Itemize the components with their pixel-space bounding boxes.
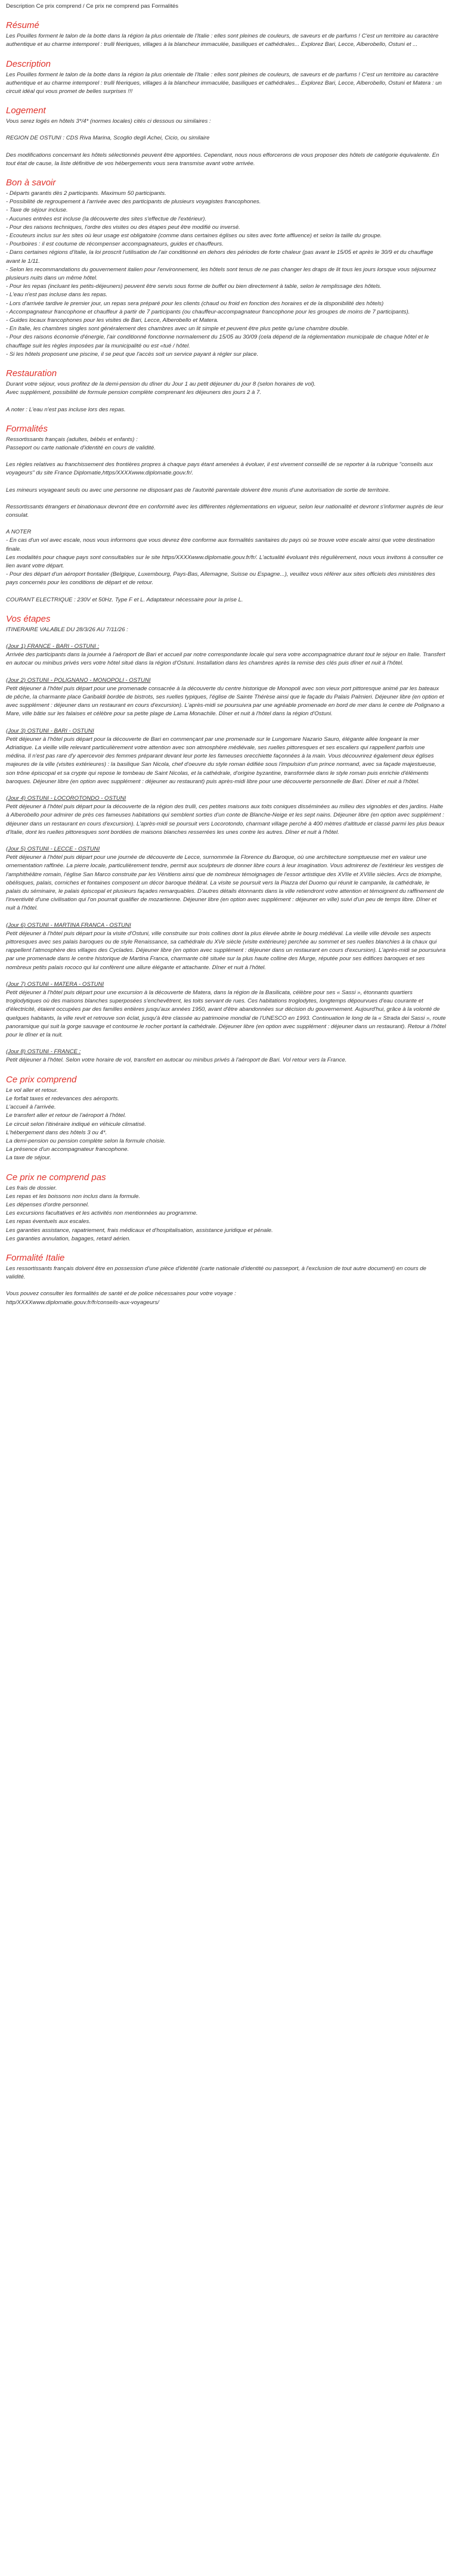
section-bon-a-savoir	[6, 178, 446, 359]
paragraph: - Guides locaux francophones pour les visites de Bari, Lecce, Alberobello et Matera.	[6, 317, 219, 324]
paragraph-gap	[6, 520, 446, 528]
itinerary-day-text: Petit déjeuner à l'hôtel puis départ pour une promenade consacrée à la découverte du centre historique de Monopoli avec son vieux port pittoresque animé par les bateaux de pêche, la charmante place Garibaldi bordée de bistrots, ses ruelles typiques, l'église de Sainte Thérèse ainsi que le façade du Palais Palmieri. Déjeuner libre (en option et avec supplément : déjeuner dans un restaurant en cours d'excursion). L'après-midi se poursuivra par une agréable promenade en bord de mer dans le centre de Polignano a Mare, ville bâtie sur les falaises et célèbre pour sa petite plage de Lama Monachile. Dîner et nuit à l'hôtel dans la région d'Ostuni.	[6, 685, 445, 718]
itinerary-day-title: (Jour 8) OSTUNI - FRANCE :	[6, 1048, 81, 1056]
paragraph: - Dans certaines régions d'Italie, la loi proscrit l'utilisation de l'air conditionné en dehors des périodes de forte chaleur (pas avant le 15/05 et après le 30/9 et du chauffage avant le 1/11.	[6, 249, 434, 265]
itinerary-day-title: (Jour 3) OSTUNI - BARI - OSTUNI	[6, 727, 94, 734]
paragraph: - Pour les repas (incluant les petits-déjeuners) peuvent être servis sous forme de buffet ou bien directement à table, selon le remplissage des hôtels.	[6, 283, 382, 290]
paragraph: - Aucunes entrées est incluse (la découverte des sites s'effectue de l'extérieur).	[6, 215, 207, 222]
paragraph: Les repas éventuels aux escales.	[6, 1218, 91, 1225]
section-heading-bon-a-savoir: Bon à savoir	[6, 178, 56, 188]
ce-prix-comprend-body	[6, 1087, 446, 1163]
formalite-italie-body	[6, 1265, 446, 1307]
paragraph[interactable]: Les règles relatives au franchissement des frontières propres à chaque pays étant amenées à évoluer, il est vivement conseillé de se reporter à la rubrique "conseils aux voyageurs" du site France Diplomatie,https/XXXXwww.diplomatie.gouv.fr/.	[6, 461, 433, 477]
itinerary-day-title: (Jour 2) OSTUNI - POLIGNANO - MONOPOLI - OSTUNI	[6, 676, 151, 684]
paragraph: Les excursions facultatives et les activités non mentionnées au programme.	[6, 1210, 198, 1217]
paragraph: Les repas et les boissons non inclus dans la formule.	[6, 1193, 141, 1200]
itinerary-day	[6, 643, 446, 668]
paragraph: Passeport ou carte nationale d'identité en cours de validité.	[6, 444, 156, 451]
paragraph: - Pour des départ d'un aéroport frontalier (Belgique, Luxembourg, Pays-Bas, Allemagne, Suisse ou Espagne...), veuillez vous référer aux sites officiels des ministères des pays concernés pour les conditions de départ et de retour.	[6, 571, 435, 586]
paragraph-gap	[6, 143, 446, 151]
section-heading-description: Description	[6, 58, 51, 69]
paragraph: L'accueil à l'arrivée.	[6, 1104, 56, 1111]
paragraph: - En Italie, les chambres singles sont généralement des chambres avec un lit simple et peuvent être plus petite qu'une chambre double.	[6, 325, 349, 333]
itinerary-day-title: (Jour 7) OSTUNI - MATERA - OSTUNI	[6, 980, 104, 988]
itinerary-day-title: (Jour 1) FRANCE - BARI - OSTUNI :	[6, 643, 100, 650]
paragraph: Des modifications concernant les hôtels sélectionnés peuvent être apportées. Cependant, nous nous efforcerons de vous proposer des hôtels de catégorie équivalente. En tout état de cause, la liste définitive de vos hébergements vous sera transmise avant votre arrivée.	[6, 151, 439, 167]
itinerary-day-text: Petit déjeuner à l'hôtel puis départ pour la découverte de Bari en commençant par une promenade sur le Lungomare Nazario Sauro, élégante allée longeant la mer Adriatique. La vieille ville relevant particulièrement votre attention avec son atmosphère médiévale, ses ruelles pittoresques et ses escaliers qui rappellent parfois une médina. Il n'est pas rare d'y apercevoir des femmes préparant devant leur porte les fameuses orecchiette façonnées à la main. Vous découvrirez également deux églises majeures de la ville (visites extérieures) : la basilique San Nicola, chef d'oeuvre du style roman édifiée sous l'impulsion d'un prince normand, avec sa façade majestueuse, son trône épiscopal et sa crypte qui repose le tombeau de Saint Nicolas, et la cathédrale, d'origine byzantine, transformée dans le style roman puis enrichie d'éléments baroques. Déjeuner libre (en option avec supplément : déjeuner au restaurant) puis après-midi libre pour une découverte personnelle de Bari. Dîner et nuit à l'hôtel.	[6, 735, 436, 785]
itinerary-day-text: Petit déjeuner à l'hôtel puis départ pour une journée de découverte de Lecce, surnommée la Florence du Baroque, où une architecture somptueuse met en valeur une ornementation raffinée. La pierre locale, particulièrement tendre, permit aux sculpteurs de donner libre cours à leur imagination. Vous admirerez de l'extérieur les vestiges de l'amphithéâtre romain, l'église San Marco construite par les Vénitiens ainsi que de nombreux témoignages de l'essor artistique des XVIIe et XVIIIe siècles. Arcs de triomphe, obélisques, palais, corniches et fontaines composent un décor baroque théâtral. La visite se poursuit vers la Piazza del Duomo qui réunit le campanile, la cathédrale, le palais du séminaire, le palais épiscopal et plusieurs façades remarquables. D'autres détails étonnants dans la ville retiendront votre attention et témoignent du raffinement de l'inventivité d'une civilisation qui l'on pourrait qualifier de mozartienne. Déjeuner libre (en option avec supplément : déjeuner en ville) suivi d'un peu de temps libre. Dîner et nuit à l'hôtel.	[6, 854, 444, 912]
itinerary-day-text: Arrivée des participants dans la journée à l'aéroport de Bari et accueil par notre correspondante locale qui sera votre accompagnatrice durant tout le séjour en Italie. Transfert en autocar ou minibus privés vers votre hôtel situé dans la région d'Ostuni. Installation dans les chambres après la remise des clés puis dîner et nuit à l'hôtel.	[6, 651, 445, 667]
paragraph: - Ecouteurs inclus sur les sites où leur usage est obligatoire (comme dans certaines églises ou sites avec forte affluence) et selon la taille du groupe.	[6, 232, 382, 240]
itinerary-day	[6, 921, 446, 972]
paragraph-gap	[6, 1281, 446, 1290]
itinerary-day-text: Petit déjeuner à l'hôtel puis départ pour la découverte de la région des trulli, ces petites maisons aux toits coniques disséminées au milieu des vignobles et des jardins. Halte à Alberobello pour admirer de près ces fameuses habitations qui semblent sorties d'un conte de Blanche-Neige et les sept nains. Déjeuner libre (en option avec supplément : déjeuner dans un restaurant en cours d'excursion). L'après-midi se poursuit vers Locorotondo, charmant village perché à 400 mètres d'altitude et classé parmi les plus beaux d'Italie, dont les ruelles pittoresques sont bordées de maisons blanches resserrées les unes contre les autres. Dîner et nuit à l'hôtel.	[6, 803, 445, 836]
paragraph: Avec supplément, possibilité de formule pension complète comprenant les déjeuners des jours 2 à 7.	[6, 389, 262, 396]
itinerary-day-text: Petit déjeuner à l'hôtel puis départ pour la visite d'Ostuni, ville construite sur trois collines dont la plus élevée abrite le bourg médiéval. La vieille ville dévoile ses aspects pittoresques avec ses palais baroques ou de style Renaissance, sa cathédrale du XVe siècle (visite extérieure) perchée au sommet et ses ruelles blanchies à la chaux qui rappellent l'atmosphère des villages des Cyclades. Déjeuner libre (en option avec supplément : déjeuner dans un restaurant en cours d'excursion). L'après-midi se poursuivra par une promenade dans le centre historique de Martina Franca, charmante cité située sur la plus haute colline des Murge, réputée pour ses édifices baroques et ses nombreux petits palais rococo qui lui confèrent une allure élégante et attachante. Dîner et nuit à l'hôtel.	[6, 930, 446, 971]
itinerary-day	[6, 1048, 446, 1064]
paragraph: - En cas d'un vol avec escale, nous vous informons que vous devrez être conforme aux formalités sanitaires du pays où se trouve votre escale ainsi que votre destination finale.	[6, 537, 435, 553]
section-heading-restauration: Restauration	[6, 368, 57, 379]
section-heading-ce-prix-comprend: Ce prix comprend	[6, 1074, 77, 1085]
breadcrumb-links[interactable]: Description Ce prix comprend / Ce prix ne comprend pas Formalités	[6, 3, 178, 10]
paragraph-gap	[6, 452, 446, 461]
section-heading-logement: Logement	[6, 105, 46, 116]
section-heading-formalite-italie: Formalité Italie	[6, 1252, 65, 1263]
itinerary-day	[6, 845, 446, 913]
paragraph: Vous serez logés en hôtels 3*/4* (normes locales) cités ci dessous ou similaires :	[6, 118, 211, 125]
paragraph: La présence d'un accompagnateur francophone.	[6, 1146, 129, 1153]
paragraph: Vous pouvez consulter les formalités de santé et de police nécessaires pour votre voyage :	[6, 1290, 236, 1298]
paragraph: - L'eau n'est pas incluse dans les repas.	[6, 291, 108, 299]
paragraph[interactable]: http/XXXXwww.diplomatie.gouv.fr/fr/conseils-aux-voyageurs/	[6, 1299, 159, 1306]
paragraph-gap	[6, 398, 446, 406]
ce-prix-ne-comprend-pas-body	[6, 1184, 446, 1243]
logement-body	[6, 117, 446, 168]
section-heading-ce-prix-ne-comprend-pas: Ce prix ne comprend pas	[6, 1172, 106, 1183]
paragraph: - Lors d'arrivée tardive le premier jour, un repas sera préparé pour les clients (chaud ou froid en fonction des horaires et de la disponibilité des hôtels)	[6, 300, 384, 307]
paragraph: Les garanties annulation, bagages, retard aérien.	[6, 1235, 131, 1242]
paragraph: Les garanties assistance, rapatriement, frais médicaux et d'hospitalisation, assistance juridique et pénale.	[6, 1227, 273, 1234]
paragraph: L'hébergement dans des hôtels 3 ou 4*.	[6, 1129, 107, 1136]
paragraph: A NOTER	[6, 529, 32, 536]
paragraph: Le forfait taxes et redevances des aéroports.	[6, 1095, 119, 1102]
paragraph: Durant votre séjour, vous profitez de la demi-pension du dîner du Jour 1 au petit déjeuner du jour 8 (selon horaires de vol).	[6, 381, 316, 388]
paragraph: COURANT ELECTRIQUE : 230V et 50Hz. Type F et L. Adaptateur nécessaire pour la prise L.	[6, 596, 243, 603]
section-description	[6, 59, 446, 97]
itinerary-day-title: (Jour 4) OSTUNI - LOCOROTONDO - OSTUNI	[6, 795, 126, 802]
paragraph-gap	[6, 588, 446, 596]
itinerary-day	[6, 676, 446, 719]
section-formalite-italie	[6, 1253, 446, 1307]
paragraph: - Départs garantis dès 2 participants. Maximum 50 participants.	[6, 190, 166, 197]
section-vos-etapes	[6, 614, 446, 1065]
itinerary-day-text: Petit déjeuner à l'hôtel. Selon votre horaire de vol, transfert en autocar ou minibus privés à l'aéroport de Bari. Vol retour vers la France.	[6, 1057, 347, 1064]
paragraph: REGION DE OSTUNI : CDS Riva Marina, Scoglio degli Achei, Cicio, ou similaire	[6, 135, 210, 142]
paragraph: La demi-pension ou pension complète selon la formule choisie.	[6, 1137, 166, 1144]
paragraph-gap	[6, 495, 446, 503]
paragraph-gap	[6, 478, 446, 486]
itinerary-day	[6, 727, 446, 786]
section-heading-formalites: Formalités	[6, 423, 48, 434]
paragraph: Les ressortissants français doivent être en possession d'une pièce d'identité (carte nationale d'identité ou passeport, à l'exclusion de tout autre document) en cours de validité.	[6, 1265, 426, 1281]
paragraph: - Taxe de séjour incluse.	[6, 207, 68, 214]
section-ce-prix-comprend	[6, 1075, 446, 1163]
paragraph: - Possibilité de regroupement à l'arrivée avec des participants de plusieurs voyagistes francophones.	[6, 198, 261, 206]
paragraph: Ressortissants étrangers et binationaux devront être en conformité avec les différentes réglementations en vigueur, selon leur nationalité et devront s'informer auprès de leur consulat.	[6, 503, 444, 519]
itinerary-day-title: (Jour 6) OSTUNI - MARTINA FRANCA - OSTUNI	[6, 921, 131, 929]
paragraph: Les frais de dossier.	[6, 1184, 57, 1191]
paragraph: - Accompagnateur francophone et chauffeur à partir de 7 participants (ou chauffeur-accompagnateur francophone pour les groupes de moins de 7 participants).	[6, 308, 410, 315]
paragraph: Les dépenses d'ordre personnel.	[6, 1201, 89, 1208]
section-formalites	[6, 424, 446, 604]
section-logement	[6, 105, 446, 168]
paragraph: Les mineurs voyageant seuls ou avec une personne ne disposant pas de l'autorité parentale doivent être munis d'une autorisation de sortie de territoire.	[6, 486, 391, 494]
paragraph: - Si les hôtels proposent une piscine, il se peut que l'accès soit un service payant à régler sur place.	[6, 350, 259, 358]
itinerary-day-title: (Jour 5) OSTUNI - LECCE - OSTUNI	[6, 846, 100, 853]
paragraph: - Selon les recommandations du gouvernement italien pour l'environnement, les hôtels sont tenus de ne pas changer les draps de lit tous les jours lorsque vous séjournez plusieurs nuits dans un même hôtel.	[6, 266, 436, 282]
paragraph: A noter : L'eau n'est pas incluse lors des repas.	[6, 406, 126, 413]
paragraph: - Pour des raisons techniques, l'ordre des visites ou des étapes peut être modifié ou inversé.	[6, 224, 240, 231]
paragraph: Le transfert aller et retour de l'aéroport à l'hôtel.	[6, 1112, 126, 1119]
itinerary-days	[6, 643, 446, 1065]
resume-text: Les Pouilles forment le talon de la botte dans la région la plus orientale de l'Italie : elles sont pleines de couleurs, de saveurs et de parfums ! C'est un territoire au caractère authentique et au charme intemporel : trulli féeriques, villages à la blancheur immaculée, basiliques et cathédrales... Explorez Bari, Lecce, Alberobello, Ostuni et ...	[6, 33, 439, 48]
paragraph: Le vol aller et retour.	[6, 1087, 58, 1094]
bon-a-savoir-body	[6, 190, 446, 359]
section-heading-vos-etapes: Vos étapes	[6, 613, 51, 624]
paragraph: - Pour des raisons économie d'énergie, l'air conditionné fonctionne normalement du 15/05 au 30/09 (cela dépend de la réglementation municipale de chaque hôtel et le chauffage suit les règles imposées par la municipalité ou est «tué / hôtel.	[6, 334, 429, 349]
paragraph: La taxe de séjour.	[6, 1154, 51, 1162]
section-restauration	[6, 368, 446, 414]
section-heading-resume: Résumé	[6, 20, 39, 31]
formalites-body	[6, 436, 446, 604]
paragraph: Ressortissants français (adultes, bébés et enfants) :	[6, 436, 138, 443]
itinerary-day	[6, 794, 446, 837]
paragraph-gap	[6, 126, 446, 134]
itinerary-day-text: Petit déjeuner à l'hôtel puis départ pour une excursion à la découverte de Matera, dans la région de la Basilicata, célèbre pour ses « Sassi », étonnants quartiers troglodytiques où des maisons blanches superposées s'enchevêtrent, les toits servant de rues. Ces habitations troglodytes, longtemps dépourvues d'eau courante et d'électricité, étaient occupées par des familles entières jusqu'aux années 1950, avant d'être abandonnées sur décision du gouvernement. Aujourd'hui, grâce à la volonté de quelques habitants, la ville revit et retrouve son éclat, jusqu'à être classée au patrimoine mondial de l'UNESCO en 1993. Continuation le long de la « Strada dei Sassi », route panoramique qui suit la gorge sauvage et contourne le rocher portant la cathédrale. Déjeuner libre (en option avec supplément : déjeuner dans un restaurant). Retour à l'hôtel pour le dîner et la nuit.	[6, 989, 446, 1039]
description-text: Les Pouilles forment le talon de la botte dans la région la plus orientale de l'Italie : elles sont pleines de couleurs, de saveurs et de parfums ! C'est un territoire au caractère authentique et au charme intemporel : trulli féeriques, villages à la blancheur immaculée, basiliques et cathédrales... Explorez Bari, Lecce, Alberobello, Ostuni et Matera : un circuit idéal qui vous promet de belles surprises !!!	[6, 71, 442, 95]
section-ce-prix-ne-comprend-pas	[6, 1172, 446, 1243]
paragraph: Le circuit selon l'itinéraire indiqué en véhicule climatisé.	[6, 1121, 146, 1128]
restauration-body	[6, 380, 446, 414]
itinerary-intro: ITINERAIRE VALABLE DU 28/3/26 AU 7/11/26 :	[6, 626, 128, 633]
paragraph[interactable]: Les modalités pour chaque pays sont consultables sur le site https/XXXXwww.diplomatie.gouv.fr/fr/. L'actualité évoluant très régulièrement, nous vous invitons à consulter ce lien avant votre départ.	[6, 554, 444, 569]
paragraph: - Pourboires : il est coutume de récompenser accompagnateurs, guides et chauffeurs.	[6, 241, 224, 248]
section-resume	[6, 20, 446, 49]
itinerary-day	[6, 980, 446, 1039]
